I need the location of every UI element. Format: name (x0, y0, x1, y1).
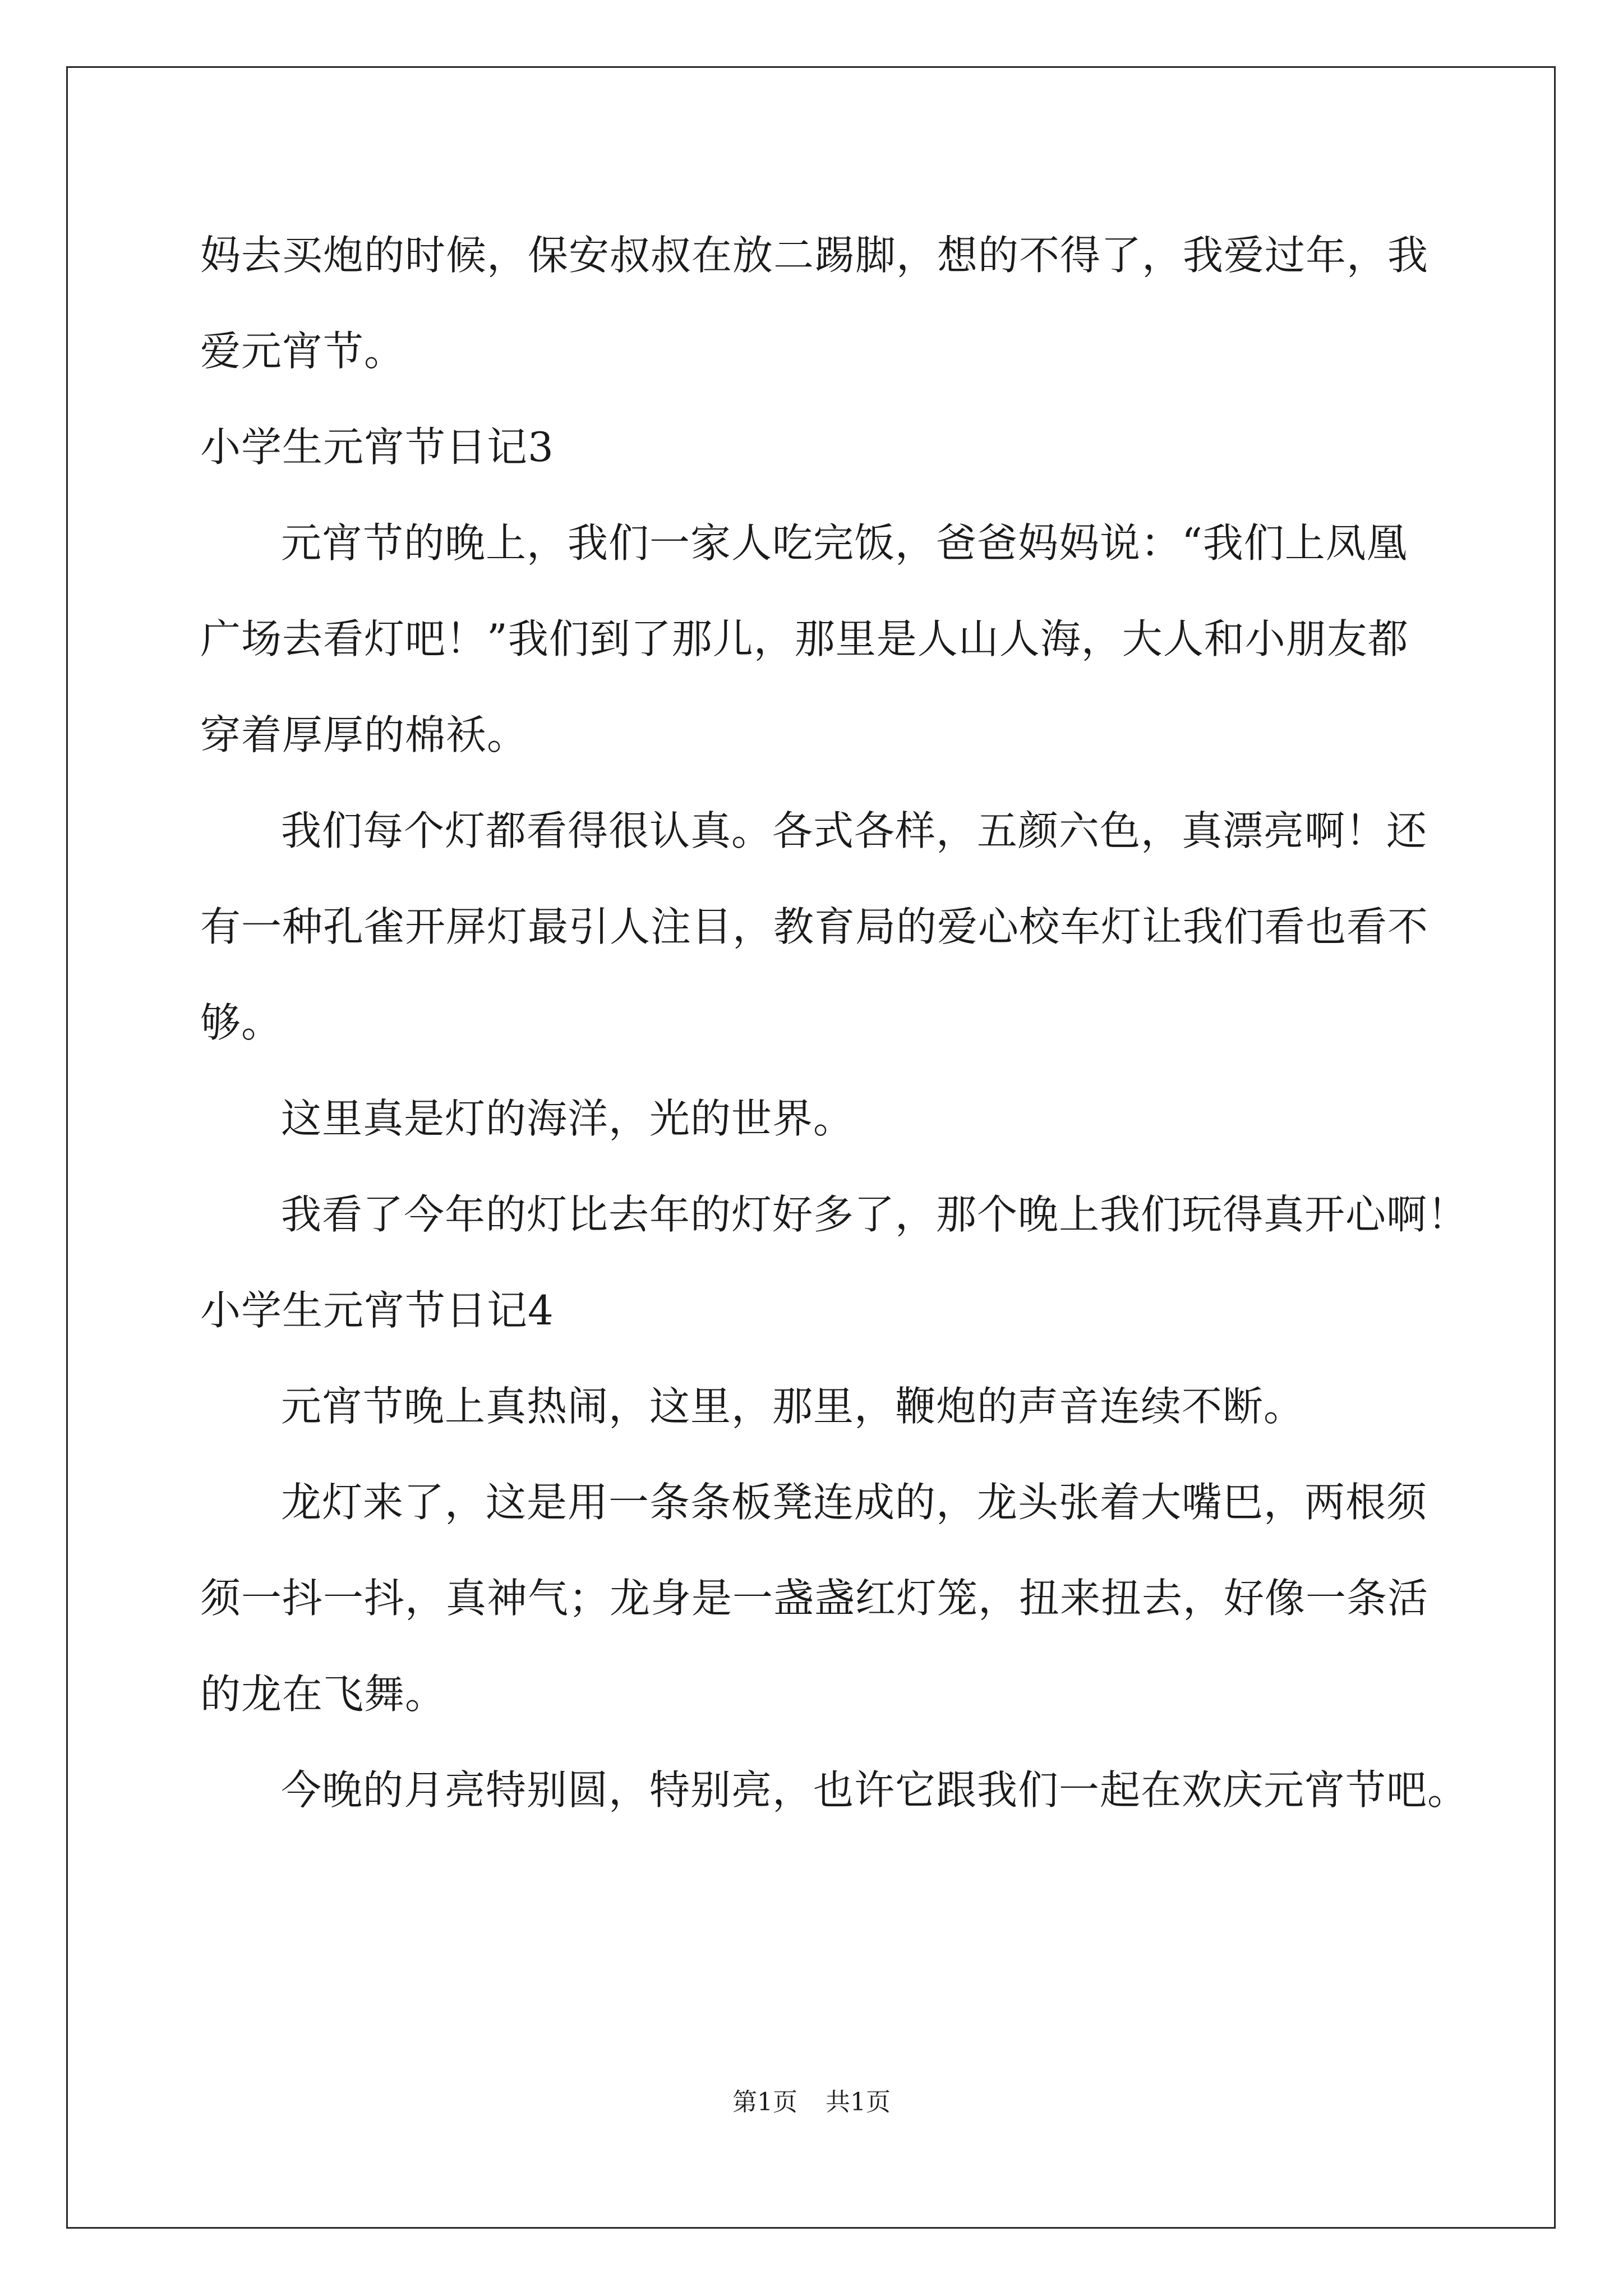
text-line: 穿着厚厚的棉袄。 (200, 711, 528, 758)
page-footer (0, 2086, 1623, 2119)
text-line: 的龙在飞舞。 (200, 1671, 446, 1718)
section-heading: 小学生元宵节日记4 (200, 1287, 554, 1334)
text-line: 妈去买炮的时候，保安叔叔在放二踢脚，想的不得了，我爱过年，我 (200, 232, 1429, 279)
section-heading: 小学生元宵节日记3 (200, 424, 554, 471)
text-line: 我们每个灯都看得很认真。各式各样，五颜六色，真漂亮啊！还 (281, 807, 1428, 854)
text-line: 今晚的月亮特别圆，特别亮，也许它跟我们一起在欢庆元宵节吧。 (281, 1766, 1469, 1814)
text-line: 有一种孔雀开屏灯最引人注目，教育局的爱心校车灯让我们看也看不 (200, 903, 1429, 950)
page-number-total: 共1页 (826, 2088, 891, 2116)
text-line: 元宵节晚上真热闹，这里，那里，鞭炮的声音连续不断。 (281, 1383, 1305, 1430)
text-line: 须一抖一抖，真神气；龙身是一盏盏红灯笼，扭来扭去，好像一条活 (200, 1575, 1429, 1622)
text-line: 广场去看灯吧！”我们到了那儿，那里是人山人海，大人和小朋友都 (200, 615, 1409, 662)
page-number-current: 第1页 (732, 2088, 797, 2116)
text-line: 这里真是灯的海洋，光的世界。 (281, 1095, 855, 1142)
text-line: 龙灯来了，这是用一条条板凳连成的，龙头张着大嘴巴，两根须 (281, 1479, 1428, 1526)
document-body (200, 208, 1469, 1838)
text-line: 元宵节的晚上，我们一家人吃完饭，爸爸妈妈说：“我们上凤凰 (281, 519, 1408, 567)
text-line: 够。 (200, 999, 283, 1046)
text-line: 爱元宵节。 (200, 328, 405, 375)
text-line: 我看了今年的灯比去年的灯好多了，那个晚上我们玩得真开心啊！ (281, 1191, 1469, 1238)
